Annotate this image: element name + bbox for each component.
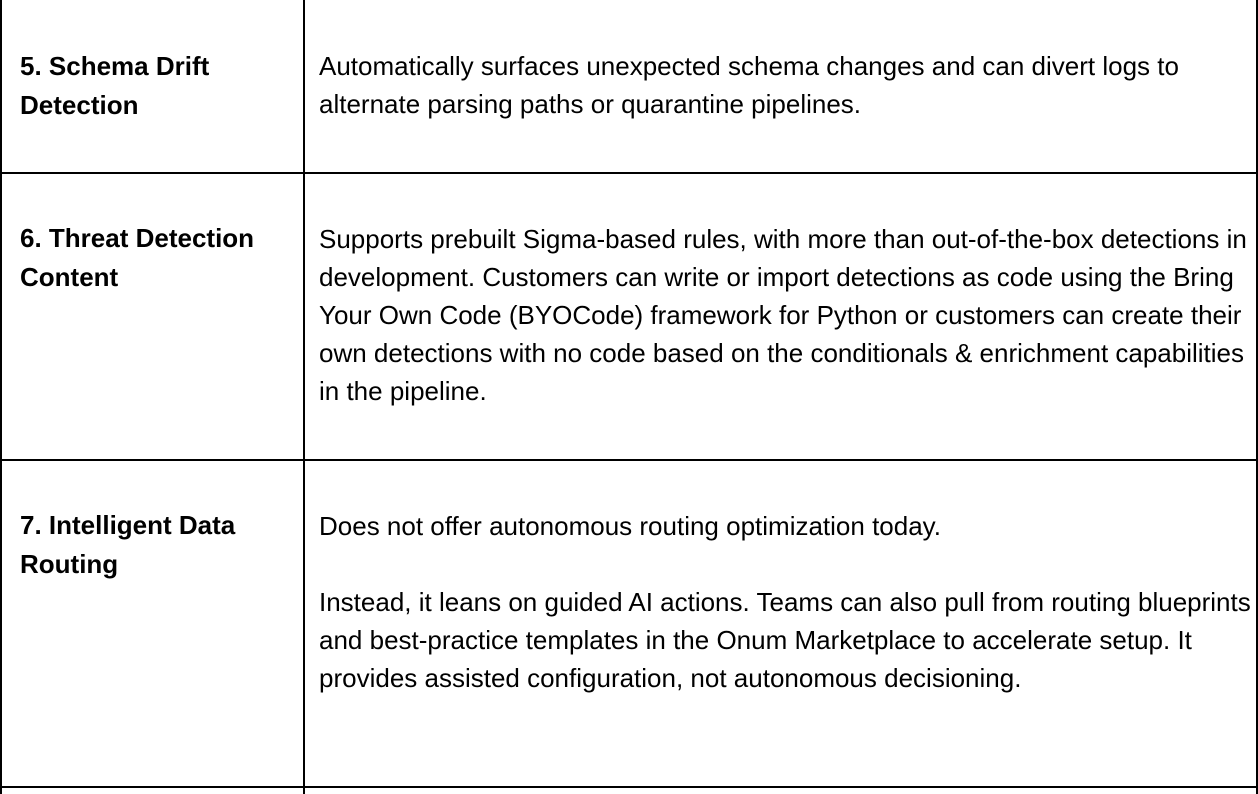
- description-paragraph: Supports prebuilt Sigma-based rules, with more than out-of-the-box detections in development. Customers can write or import detections as code using the Bring Your Own Code (BYOCode) framework for Python or customers can create their own detections with no code based on the conditionals & enrichment capabilities in the pipeline.: [319, 224, 1247, 406]
- table-row: [0, 174, 1258, 459]
- table-row: [0, 0, 1258, 172]
- feature-description: [319, 507, 1254, 697]
- feature-name: 6. Threat Detection Content: [20, 223, 255, 292]
- row-divider: [0, 786, 1258, 788]
- description-paragraph: Does not offer autonomous routing optimization today.: [319, 511, 941, 541]
- feature-description: [319, 220, 1254, 410]
- description-paragraph: Instead, it leans on guided AI actions. Teams can also pull from routing blueprints and best-practice templates in the Onum Marketplace to accelerate setup. It provides assisted configuration, not autonomous decisioning.: [319, 587, 1251, 693]
- table-row: [0, 461, 1258, 786]
- feature-name: 7. Intelligent Data Routing: [20, 510, 236, 579]
- description-paragraph: Automatically surfaces unexpected schema changes and can divert logs to alternate parsing paths or quarantine pipelines.: [319, 51, 1179, 119]
- feature-description: [319, 47, 1254, 123]
- feature-name: 5. Schema Drift Detection: [20, 51, 210, 120]
